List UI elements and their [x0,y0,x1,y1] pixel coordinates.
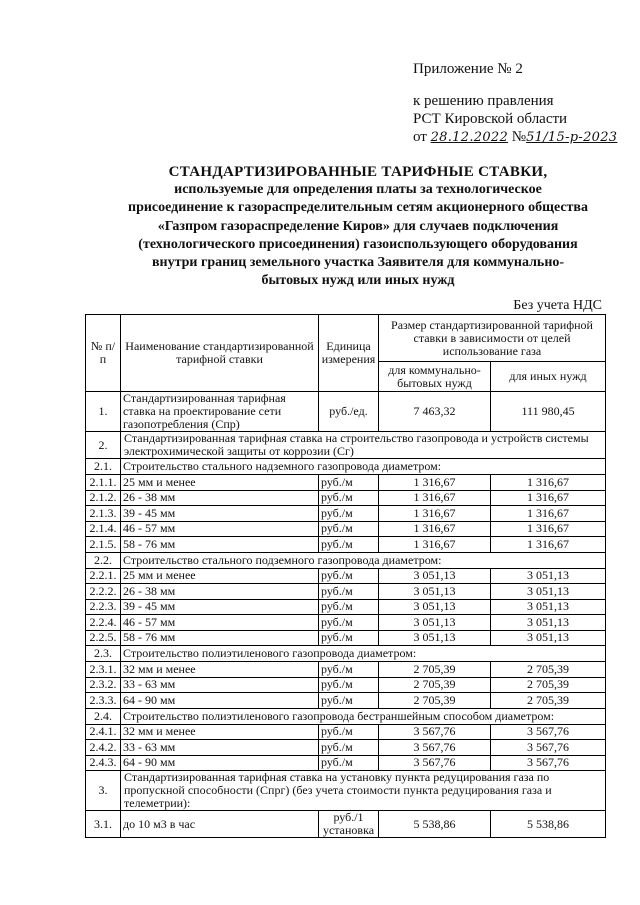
table-row [86,506,606,522]
row-number: 2.3.3. [86,693,121,709]
row-value-household: 3 051,13 [379,568,491,584]
header-household: для коммунально-бытовых нужд [379,362,491,392]
row-value-other: 1 316,67 [491,506,606,522]
row-unit: руб./м [319,677,379,693]
row-value-household: 5 538,86 [379,811,491,838]
title-line: используемые для определения платы за технологическое [174,182,542,198]
row-value-other: 1 316,67 [491,521,606,537]
row-name: 25 мм и менее [121,475,319,491]
table-row [86,708,606,724]
row-value-other: 5 538,86 [491,811,606,838]
row-number: 2.4.3. [86,755,121,771]
row-section-title: Строительство стального подземного газопровода диаметром: [121,552,606,568]
row-value-other: 2 705,39 [491,693,606,709]
row-unit: руб./ед. [319,392,379,432]
row-value-household: 2 705,39 [379,693,491,709]
table-row [86,630,606,646]
table-row [86,677,606,693]
table-row [86,432,606,459]
row-name: 33 - 63 мм [121,740,319,756]
row-number: 2.3.1. [86,662,121,678]
row-value-other: 3 051,13 [491,599,606,615]
table-row [86,537,606,553]
row-value-other: 3 051,13 [491,568,606,584]
table-row [86,662,606,678]
row-number: 3.1. [86,811,121,838]
row-unit: руб./м [319,740,379,756]
row-section-title: Строительство полиэтиленового газопровода бестраншейным способом диаметром: [121,708,606,724]
row-value-other: 3 567,76 [491,740,606,756]
row-number: 2.1.3. [86,506,121,522]
row-number: 2. [86,432,121,459]
row-unit: руб./м [319,475,379,491]
row-unit: руб./м [319,537,379,553]
row-value-household: 1 316,67 [379,521,491,537]
title-main: СТАНДАРТИЗИРОВАННЫЕ ТАРИФНЫЕ СТАВКИ, [168,164,548,180]
row-unit: руб./м [319,615,379,631]
row-value-household: 3 567,76 [379,724,491,740]
row-value-other: 1 316,67 [491,490,606,506]
row-value-household: 3 051,13 [379,630,491,646]
row-name: 39 - 45 мм [121,599,319,615]
row-value-household: 2 705,39 [379,677,491,693]
table-row [86,755,606,771]
row-name: 58 - 76 мм [121,537,319,553]
number-prefix: № [511,129,527,145]
authority-line: РСТ Кировской области [413,111,568,127]
table-row [86,811,606,838]
table-row [86,584,606,600]
row-number: 2.1.5. [86,537,121,553]
row-unit: руб./м [319,662,379,678]
row-value-other: 3 567,76 [491,755,606,771]
appendix-title: Приложение № 2 [413,61,523,77]
row-unit: руб./м [319,584,379,600]
row-section-title: Строительство стального надземного газопровода диаметром: [121,459,606,475]
row-name: 58 - 76 мм [121,630,319,646]
row-section-title: Строительство полиэтиленового газопровода диаметром: [121,646,606,662]
row-name: 64 - 90 мм [121,755,319,771]
row-value-household: 1 316,67 [379,506,491,522]
row-value-household: 1 316,67 [379,537,491,553]
row-unit: руб./м [319,724,379,740]
row-number: 2.1.2. [86,490,121,506]
row-number: 1. [86,392,121,432]
table-row [86,459,606,475]
row-number: 2.1.1. [86,475,121,491]
table-body [86,392,606,838]
row-value-household: 3 051,13 [379,615,491,631]
table-row [86,693,606,709]
row-value-other: 1 316,67 [491,475,606,491]
row-unit: руб./м [319,693,379,709]
table-row [86,646,606,662]
row-value-household: 3 567,76 [379,740,491,756]
header-size: Размер стандартизированной тарифной ставки в зависимости от целей использование газа [379,315,606,362]
row-name: 32 мм и менее [121,662,319,678]
document-title [95,163,621,290]
row-number: 2.2.2. [86,584,121,600]
row-name: 46 - 57 мм [121,521,319,537]
row-unit: руб./м [319,521,379,537]
row-number: 2.4. [86,708,121,724]
row-value-household: 3 051,13 [379,599,491,615]
table-row [86,568,606,584]
table-row [86,475,606,491]
table-row [86,521,606,537]
row-value-household: 1 316,67 [379,475,491,491]
table-row [86,740,606,756]
decision-number: 51/15-р-2023 [526,130,618,145]
date-prefix: от [413,129,427,145]
header-name: Наименование стандартизированной тарифной ставки [121,315,319,392]
row-name: 26 - 38 мм [121,584,319,600]
row-number: 2.3.2. [86,677,121,693]
row-value-household: 2 705,39 [379,662,491,678]
row-number: 2.2.4. [86,615,121,631]
row-number: 2.2.5. [86,630,121,646]
row-unit: руб./м [319,506,379,522]
row-name: 25 мм и менее [121,568,319,584]
header-other: для иных нужд [491,362,606,392]
table-row [86,724,606,740]
decision-date: 28.12.2022 [430,130,509,145]
row-unit: руб./м [319,630,379,646]
vat-note: Без учета НДС [513,298,602,313]
title-line: бытовых нужд или иных нужд [261,273,455,289]
row-section-title: Стандартизированная тарифная ставка на установку пункта редуцирования газа по пропускной способности (Спрг) (без учета стоимости пункта редуцирования газа и телеметрии): [121,771,606,811]
row-name: 32 мм и менее [121,724,319,740]
table-row [86,599,606,615]
row-value-household: 3 567,76 [379,755,491,771]
table-row [86,490,606,506]
row-name: 46 - 57 мм [121,615,319,631]
row-name: 39 - 45 мм [121,506,319,522]
row-value-other: 3 051,13 [491,630,606,646]
table-row [86,771,606,811]
row-unit: руб./м [319,599,379,615]
row-unit: руб./м [319,755,379,771]
header-unit: Единица измерения [319,315,379,392]
row-value-other: 2 705,39 [491,677,606,693]
row-name: Стандартизированная тарифная ставка на проектирование сети газопотребления (Спр) [121,392,319,432]
date-number-line [413,128,617,147]
row-value-other: 111 980,45 [491,392,606,432]
row-number: 2.1.4. [86,521,121,537]
row-value-household: 3 051,13 [379,584,491,600]
row-unit: руб./м [319,490,379,506]
header-num: № п/п [86,315,121,392]
title-line: «Газпром газораспределение Киров» для случаев подключения [157,218,559,234]
row-number: 2.1. [86,459,121,475]
row-value-other: 3 567,76 [491,724,606,740]
table-row [86,392,606,432]
table-header [86,315,606,392]
row-unit: руб./1 установка [319,811,379,838]
row-number: 2.2.1. [86,568,121,584]
row-number: 2.4.2. [86,740,121,756]
row-number: 2.2. [86,552,121,568]
row-unit: руб./м [319,568,379,584]
decision-line: к решению правления [413,93,554,109]
row-value-household: 7 463,32 [379,392,491,432]
row-value-other: 3 051,13 [491,615,606,631]
row-number: 2.3. [86,646,121,662]
table-row [86,615,606,631]
title-line: присоединение к газораспределительным сетям акционерного общества [128,200,588,216]
row-number: 2.4.1. [86,724,121,740]
row-name: до 10 м3 в час [121,811,319,838]
title-line: внутри границ земельного участка Заявителя для коммунально- [151,255,565,271]
row-value-other: 2 705,39 [491,662,606,678]
row-value-household: 1 316,67 [379,490,491,506]
row-name: 64 - 90 мм [121,693,319,709]
row-value-other: 1 316,67 [491,537,606,553]
row-name: 33 - 63 мм [121,677,319,693]
title-line: (технологического присоединения) газоиспользующего оборудования [138,236,578,252]
row-name: 26 - 38 мм [121,490,319,506]
tariff-table [85,314,606,838]
row-value-other: 3 051,13 [491,584,606,600]
row-section-title: Стандартизированная тарифная ставка на строительство газопровода и устройств системы электрохимической защиты от коррозии (Сг) [121,432,606,459]
row-number: 2.2.3. [86,599,121,615]
row-number: 3. [86,771,121,811]
table-row [86,552,606,568]
appendix-header [413,60,617,147]
